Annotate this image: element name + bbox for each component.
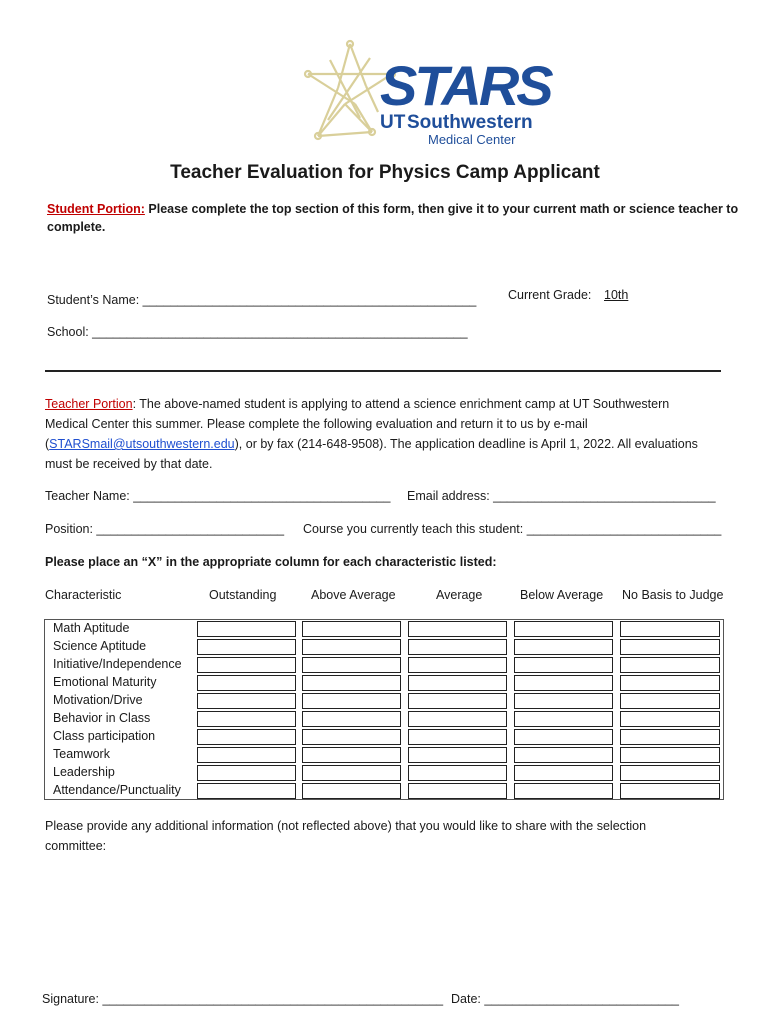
teacher-name-field[interactable]: Teacher Name: _____________________________________ [45, 489, 391, 503]
rating-cell-no-basis[interactable] [620, 747, 720, 763]
rating-cell-average[interactable] [408, 621, 507, 637]
column-header-average: Average [436, 588, 483, 602]
rating-cell-no-basis[interactable] [620, 783, 720, 799]
current-grade-label: Current Grade: [508, 288, 592, 302]
rating-cell-below-average[interactable] [514, 675, 613, 691]
rating-cell-above-average[interactable] [302, 675, 401, 691]
characteristic-label: Emotional Maturity [53, 675, 157, 689]
rating-cell-outstanding[interactable] [197, 639, 296, 655]
rating-cell-average[interactable] [408, 765, 507, 781]
logo-ut-text: UT [380, 112, 406, 133]
rating-cell-outstanding[interactable] [197, 729, 296, 745]
teacher-portion-line1 [45, 394, 669, 414]
student-portion-instructions [47, 202, 738, 216]
logo-stars-text: STARS [380, 54, 551, 117]
rating-cell-above-average[interactable] [302, 657, 401, 673]
rating-cell-average[interactable] [408, 783, 507, 799]
rating-cell-above-average[interactable] [302, 783, 401, 799]
logo-medical-center-text: Medical Center [428, 132, 516, 147]
characteristic-label: Initiative/Independence [53, 657, 182, 671]
characteristic-label: Leadership [53, 765, 115, 779]
rating-cell-average[interactable] [408, 747, 507, 763]
rating-cell-below-average[interactable] [514, 729, 613, 745]
rating-cell-below-average[interactable] [514, 639, 613, 655]
characteristic-label: Math Aptitude [53, 621, 130, 635]
column-header-outstanding: Outstanding [209, 588, 277, 602]
rating-cell-no-basis[interactable] [620, 729, 720, 745]
column-header-above-average: Above Average [311, 588, 396, 602]
rating-cell-no-basis[interactable] [620, 675, 720, 691]
rating-cell-outstanding[interactable] [197, 747, 296, 763]
rating-cell-outstanding[interactable] [197, 657, 296, 673]
rating-cell-average[interactable] [408, 639, 507, 655]
rating-cell-above-average[interactable] [302, 621, 401, 637]
page-title: Teacher Evaluation for Physics Camp Applicant [170, 162, 600, 183]
rating-cell-below-average[interactable] [514, 693, 613, 709]
current-grade-value[interactable]: 10th [604, 288, 629, 302]
rating-cell-outstanding[interactable] [197, 621, 296, 637]
rating-cell-below-average[interactable] [514, 657, 613, 673]
teacher-portion-text1: : The above-named student is applying to attend a science enrichment camp at UT Southwestern [132, 397, 670, 411]
student-portion-line2: complete. [47, 220, 106, 234]
rating-cell-no-basis[interactable] [620, 621, 720, 637]
rating-cell-below-average[interactable] [514, 765, 613, 781]
rating-cell-average[interactable] [408, 693, 507, 709]
rating-cell-below-average[interactable] [514, 747, 613, 763]
rating-cell-above-average[interactable] [302, 693, 401, 709]
teacher-portion-paren: ( [45, 437, 50, 451]
position-field[interactable]: Position: ___________________________ [45, 522, 285, 536]
teacher-portion-label: Teacher Portion [45, 397, 133, 411]
characteristic-label: Behavior in Class [53, 711, 151, 725]
rating-cell-above-average[interactable] [302, 639, 401, 655]
characteristic-label: Class participation [53, 729, 156, 743]
rating-cell-no-basis[interactable] [620, 693, 720, 709]
student-name-field[interactable]: Student’s Name: ________________________________________________ [47, 293, 477, 307]
rating-cell-below-average[interactable] [514, 783, 613, 799]
teacher-portion-line4: must be received by that date. [45, 457, 213, 471]
stars-logo [300, 40, 551, 152]
characteristic-label: Science Aptitude [53, 639, 147, 653]
rating-cell-no-basis[interactable] [620, 765, 720, 781]
rating-cell-above-average[interactable] [302, 765, 401, 781]
additional-info-line2: committee: [45, 839, 107, 853]
date-field[interactable]: Date: ____________________________ [451, 992, 680, 1006]
rating-cell-outstanding[interactable] [197, 783, 296, 799]
rating-cell-no-basis[interactable] [620, 711, 720, 727]
school-field[interactable]: School: ______________________________________________________ [47, 325, 468, 339]
rating-cell-average[interactable] [408, 729, 507, 745]
column-header-characteristic: Characteristic [45, 588, 122, 602]
rating-cell-below-average[interactable] [514, 621, 613, 637]
rating-cell-above-average[interactable] [302, 711, 401, 727]
rating-instruction: Please place an “X” in the appropriate column for each characteristic listed: [45, 555, 497, 569]
rating-cell-outstanding[interactable] [197, 675, 296, 691]
rating-cell-average[interactable] [408, 675, 507, 691]
rating-cell-no-basis[interactable] [620, 657, 720, 673]
rating-cell-outstanding[interactable] [197, 765, 296, 781]
additional-info-area[interactable] [45, 860, 721, 980]
student-portion-label: Student Portion: [47, 202, 145, 216]
signature-field[interactable]: Signature: _________________________________________________ [42, 992, 444, 1006]
column-header-no-basis: No Basis to Judge [622, 588, 724, 602]
course-field[interactable]: Course you currently teach this student: ____________________________ [303, 522, 722, 536]
additional-info-line1: Please provide any additional information (not reflected above) that you would like to share with the selection [45, 819, 647, 833]
email-address-field[interactable]: Email address: ________________________________ [407, 489, 716, 503]
rating-cell-above-average[interactable] [302, 747, 401, 763]
characteristic-label: Motivation/Drive [53, 693, 143, 707]
column-header-below-average: Below Average [520, 588, 604, 602]
characteristic-label: Teamwork [53, 747, 110, 761]
teacher-portion-line2: Medical Center this summer. Please complete the following evaluation and return it to us by e-mail [45, 417, 588, 431]
teacher-portion-line3 [45, 434, 698, 454]
section-divider [45, 370, 721, 372]
rating-cell-below-average[interactable] [514, 711, 613, 727]
teacher-portion-text3: ), or by fax (214-648-9508). The application deadline is April 1, 2022. All evaluations [234, 437, 698, 451]
logo-southwestern-text: Southwestern [407, 112, 533, 133]
rating-cell-average[interactable] [408, 657, 507, 673]
rating-cell-above-average[interactable] [302, 729, 401, 745]
rating-cell-outstanding[interactable] [197, 711, 296, 727]
rating-cell-outstanding[interactable] [197, 693, 296, 709]
rating-cell-no-basis[interactable] [620, 639, 720, 655]
email-link[interactable]: STARSmail@utsouthwestern.edu [49, 437, 235, 451]
rating-cell-average[interactable] [408, 711, 507, 727]
student-portion-line1: Please complete the top section of this form, then give it to your current math or science teacher to [144, 202, 739, 216]
characteristic-label: Attendance/Punctuality [53, 783, 181, 797]
